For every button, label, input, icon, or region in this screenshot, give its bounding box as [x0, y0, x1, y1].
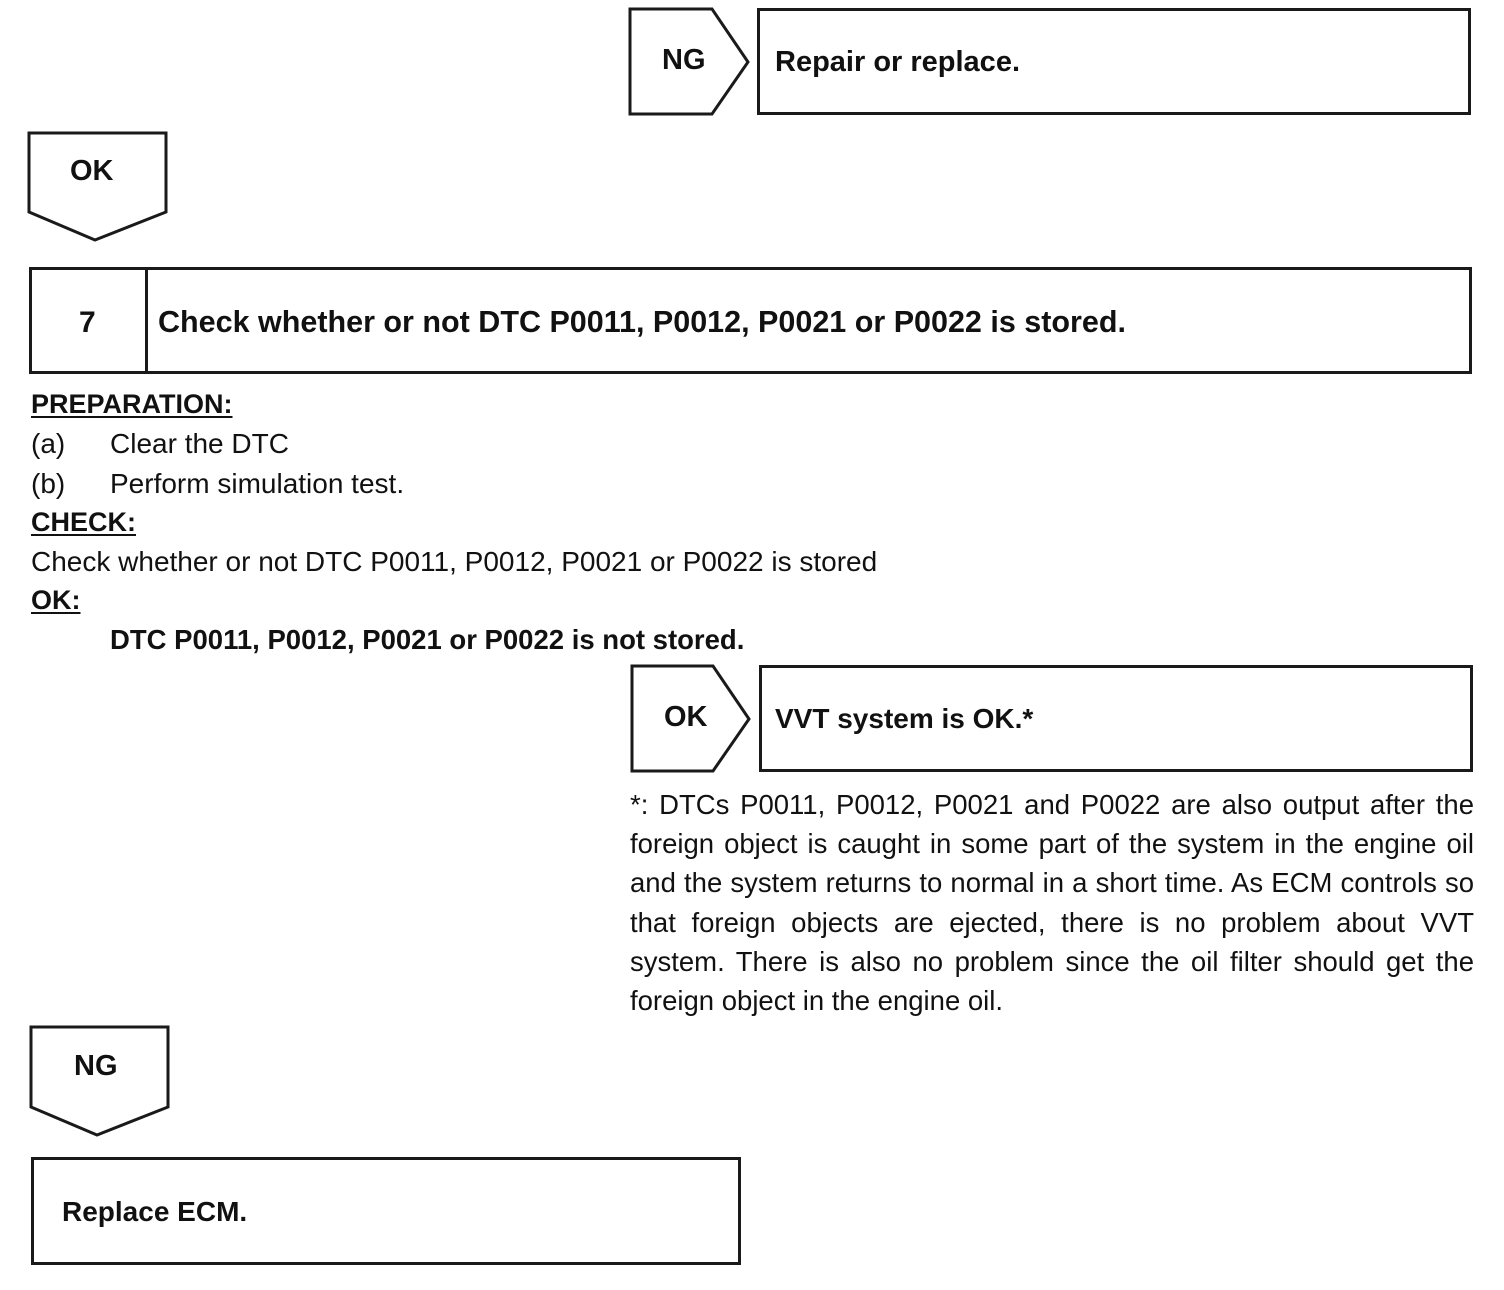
- ok-criteria-text: DTC P0011, P0012, P0021 or P0022 is not stored.: [110, 624, 745, 655]
- preparation-item-marker: (b): [31, 468, 66, 499]
- preparation-item-text: Clear the DTC: [110, 428, 289, 459]
- check-heading: CHECK:: [31, 507, 136, 537]
- step-title: Check whether or not DTC P0011, P0012, P0021 or P0022 is stored.: [158, 305, 1126, 339]
- ok-branch-label: OK: [664, 701, 708, 733]
- ok-criteria-heading: OK:: [31, 585, 81, 615]
- preparation-item-marker: (a): [31, 428, 66, 459]
- footnote: *: DTCs P0011, P0012, P0021 and P0022 are also output after the foreign object is caught in some part of the system in the engine oil and the system returns to normal in a short time. As ECM controls so that foreign objects are ejected, there is no problem about VVT system. There is also no problem since the oil filter should get the foreign object in the engine oil.: [630, 789, 1474, 1017]
- ok-down-arrow-label: OK: [70, 155, 114, 187]
- vvt-system-ok-text: VVT system is OK.*: [775, 703, 1034, 734]
- replace-ecm-text: Replace ECM.: [62, 1196, 248, 1227]
- step-number: 7: [79, 306, 96, 339]
- ng-branch-label: NG: [662, 44, 706, 76]
- ng-down-arrow-label: NG: [74, 1050, 118, 1082]
- replace-ecm-box: [31, 1157, 741, 1265]
- repair-or-replace-text: Repair or replace.: [775, 46, 1020, 78]
- preparation-item-text: Perform simulation test.: [110, 468, 405, 499]
- preparation-heading: PREPARATION:: [31, 389, 233, 419]
- check-text: Check whether or not DTC P0011, P0012, P0021 or P0022 is stored: [31, 546, 878, 577]
